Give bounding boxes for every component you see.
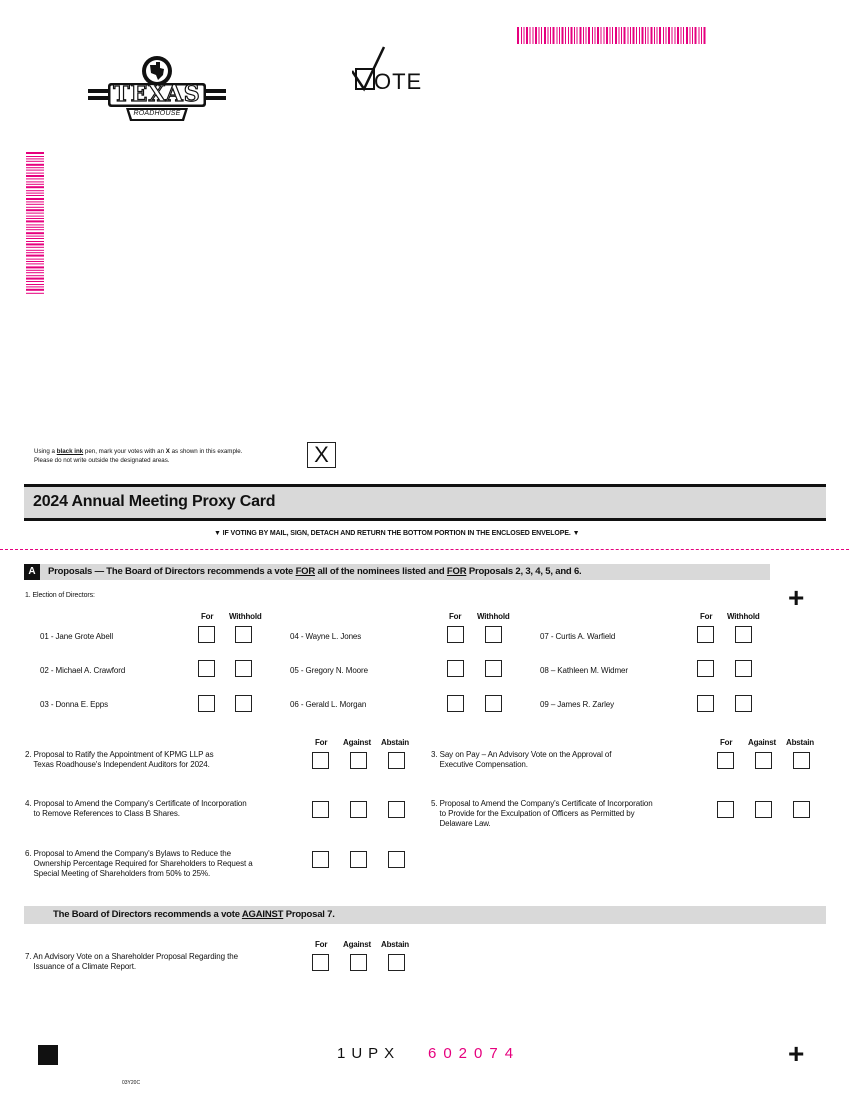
proposal-2-text: 2. Proposal to Ratify the Appointment of KPMG LLP as Texas Roadhouse's Independent Auditors for 2024.	[25, 750, 214, 769]
nominee-07: 07 - Curtis A. Warfield	[540, 632, 616, 641]
p7-header-against: Against	[343, 940, 371, 949]
instructions	[34, 447, 242, 465]
registration-plus-top: +	[788, 582, 805, 613]
proposal-7-text: 7. An Advisory Vote on a Shareholder Proposal Regarding the Issuance of a Climate Report.	[25, 952, 238, 971]
nominee-06-for-checkbox[interactable]	[447, 695, 464, 712]
proposal-6-abstain-checkbox[interactable]	[388, 851, 405, 868]
proposal-7-against-checkbox[interactable]	[350, 954, 367, 971]
proposal-2-against-checkbox[interactable]	[350, 752, 367, 769]
nominee-03-withhold-checkbox[interactable]	[235, 695, 252, 712]
proposal-5-abstain-checkbox[interactable]	[793, 801, 810, 818]
header-withhold-col3: Withhold	[727, 612, 760, 621]
nominee-01-for-checkbox[interactable]	[198, 626, 215, 643]
nominee-02: 02 - Michael A. Crawford	[40, 666, 126, 675]
logo-sub-text: ROADHOUSE	[133, 110, 181, 117]
nominee-08: 08 – Kathleen M. Widmer	[540, 666, 628, 675]
nominee-04-withhold-checkbox[interactable]	[485, 626, 502, 643]
nominee-09-withhold-checkbox[interactable]	[735, 695, 752, 712]
proposal-6-against-checkbox[interactable]	[350, 851, 367, 868]
proposal-2-abstain-checkbox[interactable]	[388, 752, 405, 769]
p3-header-against: Against	[748, 738, 776, 747]
proposal-7-for-checkbox[interactable]	[312, 954, 329, 971]
card-title: 2024 Annual Meeting Proxy Card	[33, 493, 276, 510]
header-withhold-col2: Withhold	[477, 612, 510, 621]
example-mark-box: X	[307, 442, 336, 468]
proposal-4-text: 4. Proposal to Amend the Company's Certificate of Incorporation to Remove References to Class B Shares.	[25, 799, 247, 818]
proposal-5-against-checkbox[interactable]	[755, 801, 772, 818]
nominee-05: 05 - Gregory N. Moore	[290, 666, 368, 675]
p2-header-for: For	[315, 738, 328, 747]
detach-note: ▼ IF VOTING BY MAIL, SIGN, DETACH AND RETURN THE BOTTOM PORTION IN THE ENCLOSED ENVELOPE. ▼	[214, 530, 580, 537]
proposal-2-for-checkbox[interactable]	[312, 752, 329, 769]
footer-number: 602074	[428, 1045, 521, 1062]
footer-small-code: 03Y20C	[122, 1080, 141, 1086]
header-withhold-col1: Withhold	[229, 612, 262, 621]
barcode-top	[517, 27, 707, 44]
nominee-03: 03 - Donna E. Epps	[40, 700, 109, 709]
section-a-title: Proposals — The Board of Directors recommends a vote FOR all of the nominees listed and FOR Proposals 2, 3, 4, 5, and 6.	[48, 566, 582, 577]
instructions-line2: Please do not write outside the designated areas.	[34, 457, 170, 464]
proposal-5-text: 5. Proposal to Amend the Company's Certificate of Incorporation to Provide for the Exculpation of Officers as Permitted by Delaware Law.	[431, 799, 653, 828]
cut-line	[0, 549, 849, 550]
nominee-02-for-checkbox[interactable]	[198, 660, 215, 677]
against-section-title: The Board of Directors recommends a vote AGAINST Proposal 7.	[53, 909, 335, 920]
p3-header-for: For	[720, 738, 733, 747]
p7-header-for: For	[315, 940, 328, 949]
registration-plus-bottom: +	[788, 1038, 805, 1069]
nominee-04: 04 - Wayne L. Jones	[290, 632, 362, 641]
nominee-04-for-checkbox[interactable]	[447, 626, 464, 643]
nominee-05-for-checkbox[interactable]	[447, 660, 464, 677]
proposal-3-abstain-checkbox[interactable]	[793, 752, 810, 769]
proposal-3-text: 3. Say on Pay – An Advisory Vote on the Approval of Executive Compensation.	[431, 750, 612, 769]
p2-header-against: Against	[343, 738, 371, 747]
proposal-3-against-checkbox[interactable]	[755, 752, 772, 769]
nominee-08-for-checkbox[interactable]	[697, 660, 714, 677]
nominee-07-withhold-checkbox[interactable]	[735, 626, 752, 643]
nominee-05-withhold-checkbox[interactable]	[485, 660, 502, 677]
nominee-06-withhold-checkbox[interactable]	[485, 695, 502, 712]
header-for-col2: For	[449, 612, 462, 621]
registration-square	[38, 1045, 58, 1065]
logo-main-text: TEXAS	[113, 81, 201, 107]
vote-logo	[352, 45, 442, 97]
proposal-4-for-checkbox[interactable]	[312, 801, 329, 818]
proposal-4-abstain-checkbox[interactable]	[388, 801, 405, 818]
nominee-08-withhold-checkbox[interactable]	[735, 660, 752, 677]
proposal-4-against-checkbox[interactable]	[350, 801, 367, 818]
footer-code: 1UPX	[337, 1045, 401, 1062]
header-for-col3: For	[700, 612, 713, 621]
nominee-01: 01 - Jane Grote Abell	[40, 632, 114, 641]
election-label: 1. Election of Directors:	[25, 592, 95, 599]
section-a-letter: A	[24, 564, 40, 580]
proposal-3-for-checkbox[interactable]	[717, 752, 734, 769]
p7-header-abstain: Abstain	[381, 940, 409, 949]
proposal-6-for-checkbox[interactable]	[312, 851, 329, 868]
proposal-7-abstain-checkbox[interactable]	[388, 954, 405, 971]
proposal-5-for-checkbox[interactable]	[717, 801, 734, 818]
nominee-07-for-checkbox[interactable]	[697, 626, 714, 643]
title-bottom-rule	[24, 518, 826, 521]
nominee-09: 09 – James R. Zarley	[540, 700, 615, 709]
nominee-01-withhold-checkbox[interactable]	[235, 626, 252, 643]
p2-header-abstain: Abstain	[381, 738, 409, 747]
p3-header-abstain: Abstain	[786, 738, 814, 747]
nominee-09-for-checkbox[interactable]	[697, 695, 714, 712]
proposal-6-text: 6. Proposal to Amend the Company's Bylaws to Reduce the Ownership Percentage Required for Shareholders to Request a Special Meeting of Shareholders from 50% to 25%.	[25, 849, 253, 878]
nominee-06: 06 - Gerald L. Morgan	[290, 700, 367, 709]
barcode-left	[26, 152, 44, 296]
nominee-02-withhold-checkbox[interactable]	[235, 660, 252, 677]
texas-roadhouse-logo	[86, 53, 228, 131]
nominee-03-for-checkbox[interactable]	[198, 695, 215, 712]
header-for-col1: For	[201, 612, 214, 621]
instructions-line1: Using a black ink pen, mark your votes with an X as shown in this example.	[34, 448, 243, 455]
vote-text: OTE	[374, 69, 423, 94]
